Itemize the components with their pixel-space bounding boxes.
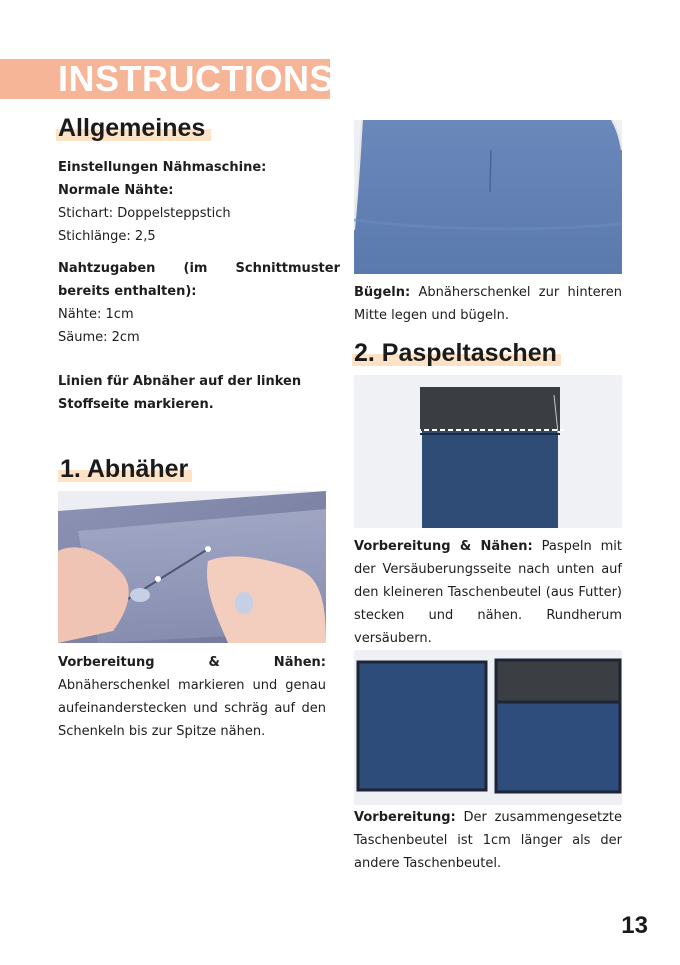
heading-darts: 1. Abnäher: [60, 455, 188, 484]
pocket-bags-photo-image: [354, 650, 622, 805]
page-number: 13: [621, 912, 648, 939]
darts-label: Vorbereitung & Nähen:: [58, 655, 326, 670]
ironing-instruction: [354, 281, 622, 327]
pocket-bags-photo: [354, 650, 622, 805]
darts-instruction: [58, 651, 326, 743]
ironing-photo: [354, 120, 622, 274]
darts-text: Abnäherschenkel markieren und genau aufeinanderstecken und schräg auf den Schenkeln bis zur Spitze nähen.: [58, 678, 326, 739]
normal-seams-label: Normale Nähte:: [58, 183, 174, 198]
stitch-type: Stichart: Doppelsteppstich: [58, 206, 231, 221]
pocket-bags-instruction: [354, 806, 622, 875]
prep-text: Der zusammengesetzte Taschenbeutel ist 1cm länger als der andere Taschenbeutel.: [354, 810, 622, 871]
welt-photo: [354, 375, 622, 528]
stitch-length: Stichlänge: 2,5: [58, 229, 156, 244]
prep-sew-text: Paspeln mit der Versäuberungsseite nach unten auf den kleineren Taschenbeutel (aus Futter) stecken und nähen. Rundherum versäubern.: [354, 539, 622, 646]
general-settings: [58, 156, 340, 248]
welt-instruction: [354, 535, 622, 650]
ironing-photo-image: [354, 120, 622, 274]
heading-general: Allgemeines: [58, 114, 205, 143]
machine-settings-label: Einstellungen Nähmaschine:: [58, 160, 267, 175]
dart-note: Linien für Abnäher auf der linken Stoffseite markieren.: [58, 374, 302, 412]
prep-label: Vorbereitung:: [354, 810, 456, 825]
prep-sew-label: Vorbereitung & Nähen:: [354, 539, 533, 554]
page-title: INSTRUCTIONS: [58, 58, 334, 99]
welt-photo-image: [354, 375, 622, 528]
seam-allowances: [58, 257, 340, 349]
allowance-label: Nahtzugaben (im Schnittmuster bereits enthalten):: [58, 261, 340, 299]
ironing-label: Bügeln:: [354, 285, 411, 300]
seams-allowance: Nähte: 1cm: [58, 307, 134, 322]
heading-welt-pockets: 2. Paspeltaschen: [354, 339, 557, 368]
hems-allowance: Säume: 2cm: [58, 330, 140, 345]
darts-photo: [58, 491, 326, 643]
darts-photo-image: [58, 491, 326, 643]
ironing-text: Abnäherschenkel zur hinteren Mitte legen und bügeln.: [354, 285, 622, 323]
